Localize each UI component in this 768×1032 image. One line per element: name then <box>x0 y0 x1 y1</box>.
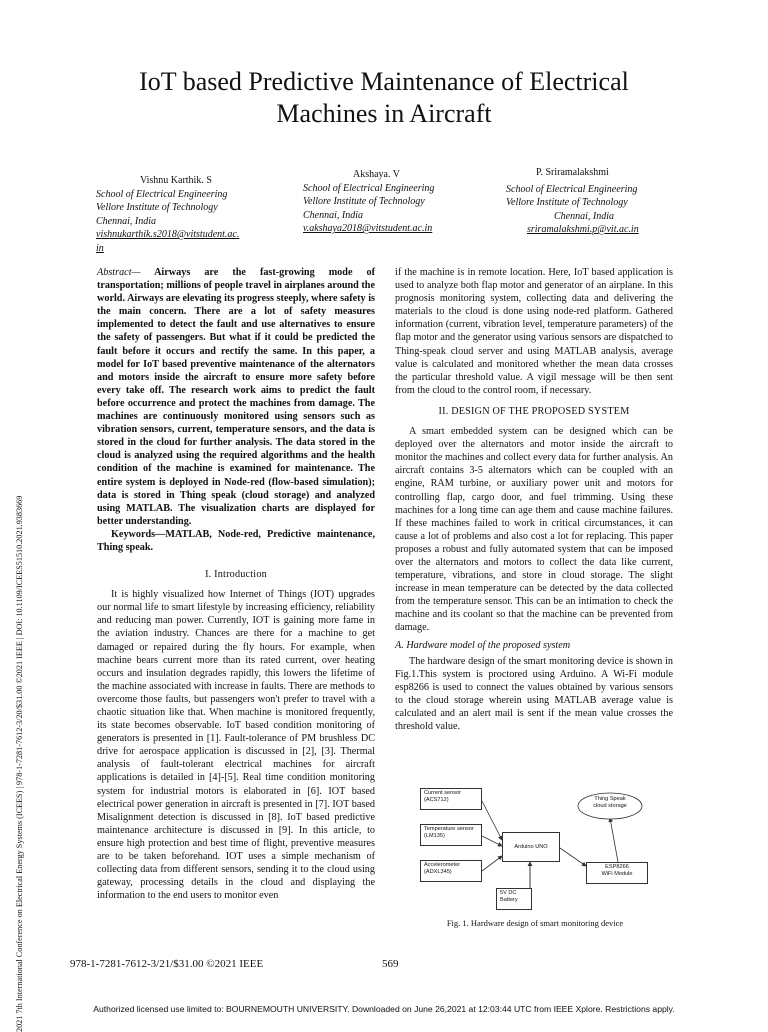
figure-caption: Fig. 1. Hardware design of smart monitoring device <box>446 918 624 928</box>
battery-sublabel: Battery <box>500 896 518 903</box>
current-sensor-label: Current sensor <box>424 790 461 796</box>
section-heading-design: II. DESIGN OF THE PROPOSED SYSTEM <box>438 405 630 417</box>
paper-title <box>0 66 768 130</box>
esp8266-label: ESP8266 <box>605 864 629 870</box>
author-name: Akshaya. V <box>353 169 401 180</box>
introduction-text: It is highly visualized how Internet of Things (IOT) upgrades our normal life to smart lifestyle by increasing efficiency, reliability and reducing man power. Currently, IOT is gaining more fame in the aviation industry. Chances are there for a machine to get damaged or repaired during the fly hours. For example, when machine bears current more than its rated current, over heating occurs and insulation degrades rapidly, this lowers the lifetime of the machine associated with increase in faults. There are methods to overcome those faults, but passengers won't prefer to travel with a chaotic situation like that. When machine is monitored frequently, its state becomes observable. IoT based condition monitoring of generators is presented in [1]. Fault-tolerance of PM brushless DC drive for aerospace application is discussed in [2], [3]. Thermal analysis of fault-tolerant electrical machines for aircraft applications is detailed in [4]-[5]. Real time condition monitoring system for industrial motors is elaborated in [6]. IOT based electrical power generation in aircraft is presented in [7]. IOT based Misalignment detection is discussed in [8]. IoT based predictive maintenance architecture is discussed in [9]. In this article, to ensure high protection and best time of flight, preventive measures are to be taken beforehand. IOT uses a simple mechanism of collecting data from different sensors, sending it to the cloud using gateway, processing details in the cloud and displaying the information to the end users to monitor even <box>97 589 375 902</box>
author-inst: Vellore Institute of Technology <box>303 196 425 207</box>
abstract-label: Abstract— <box>97 267 141 278</box>
battery-block <box>496 888 532 910</box>
current-sensor-block <box>420 788 482 810</box>
conference-sidebar <box>6 172 28 1032</box>
battery-label: 5V DC <box>500 890 517 896</box>
arduino-uno-block <box>502 832 560 862</box>
author-city: Chennai, India <box>303 209 363 221</box>
author-city: Chennai, India <box>96 215 156 227</box>
author-dept: School of Electrical Engineering <box>96 188 228 200</box>
author-dept: School of Electrical Engineering <box>303 182 435 194</box>
left-column <box>97 266 375 902</box>
accelerometer-label: Accelerometer <box>424 862 461 868</box>
accelerometer-model: (ADXL345) <box>424 868 452 875</box>
license-notice: Authorized licensed use limited to: BOURNEMOUTH UNIVERSITY. Downloaded on June 26,2021 at 12:03:44 UTC from IEEE Xplore. Restrictions apply. <box>93 1004 675 1014</box>
cloud-sublabel: cloud storage <box>593 802 627 809</box>
abstract-text: Airways are the fast-growing mode of transportation; millions of people travel in airplanes around the world. Airways are elevating its progress steeply, where safety is the main concern. There are a lot of safety measures implemented to detect the fault and use alternatives to ensure the safety of passengers. But what if it could be predicted the fault before it occurs and rectify the same. In this paper, a model for IoT based preventive maintenance of the alternators and motors inside the aircraft to ensure more safety before every take off. The research work aims to predict the fault before occurrence and protect the machines from damage. The machines are continuously monitored using sensors such as vibration sensors, current, temperature sensors, and the data is stored in the cloud for further analysis. The data stored in the cloud is analyzed using the required algorithms and the health condition of the machine is examined for maintenance. The entire system is deployed in Node-red (flow-based simulation); data is stored in Thing speak (cloud storage) and analyzed using MATLAB. The visualization charts are displayed for better understanding. <box>97 267 375 527</box>
right-column <box>395 266 673 733</box>
author-block-2 <box>303 168 503 236</box>
arduino-label: Arduino UNO <box>514 844 548 850</box>
cloud-label: Thing Speak <box>594 796 626 802</box>
accelerometer-block <box>420 860 482 882</box>
thing-speak-cloud <box>586 796 634 809</box>
author-email-cont[interactable]: in <box>96 242 104 254</box>
page-number: 569 <box>382 958 399 970</box>
author-dept: School of Electrical Engineering <box>506 183 638 195</box>
temperature-sensor-model: (LM135) <box>424 832 445 839</box>
figure-hardware-diagram <box>400 788 670 926</box>
author-inst: Vellore Institute of Technology <box>96 202 218 213</box>
design-text: A smart embedded system can be designed which can be deployed over the alternators and motor inside the aircraft to monitor the machines and collect every data for further analysis. An aircraft contains 3-5 alternators which can be coupled with an engine, RAM turbine, or auxiliary power unit and motors for controlling flap, cargo door, and fuel trimming. Using these machines for a long time can age them and cause machine failures. If these machines failed to work in critical circumstances, it can cause a lot of problems and also cost a lot for replacing. This paper proposes a robust and fully automated system that can be imposed over the alternators and motors to collect the data like current, temperature, vibrations, and store in cloud storage. The slight increase in mean temperature can be detected by the data collected from the temperature sensor. This can be an intimation to check the machine and its coolant so that the machine can be prevented from damage. <box>395 426 673 634</box>
hardware-text: The hardware design of the smart monitoring device is shown in Fig.1.This system is proctored using Arduino. A Wi-Fi module esp8266 is used to connect the values obtained by various sensors to the cloud storage wherein using MATLAB average value is calculated and an alert mail is sent if the mean value crosses the threshold value. <box>395 655 673 733</box>
footer-isbn: 978-1-7281-7612-3/21/$31.00 ©2021 IEEE <box>70 958 264 970</box>
author-inst: Vellore Institute of Technology <box>506 197 628 208</box>
author-block-3 <box>506 166 706 237</box>
section-heading-introduction: I. Introduction <box>205 569 267 581</box>
author-city: Chennai, India <box>554 210 614 222</box>
esp8266-block <box>586 862 648 884</box>
title-line-1: IoT based Predictive Maintenance of Electrical <box>139 67 629 96</box>
introduction-continued: if the machine is in remote location. Here, IoT based application is used to analyze both flap motor and generator of an airplane. In this prognosis monitoring system, collecting data and delivering the materials to the cloud is done using node-red platform. Gathered information (current, vibration level, temperature parameters) of the flap motor and the generator using various sensors are dispatched to Thing-speak cloud server and using MATLAB analysis, average value is calculated and monitored whether the mean data crosses the particular threshold value. A vigil message will be then sent from the cloud to the control room, if necessary. <box>395 267 673 396</box>
author-name: P. Sriramalakshmi <box>536 167 609 178</box>
abstract <box>97 266 375 528</box>
author-email[interactable]: vishnukarthik.s2018@vitstudent.ac. <box>96 229 240 240</box>
sidebar-text: 2021 7th International Conference on Electrical Energy Systems (ICEES) | 978-1-7281-7612-3/20/$31.00 ©2021 IEEE | DOI: 10.1109/ICEES51510.2021.9383669 <box>15 495 24 1032</box>
author-email[interactable]: sriramalakshmi.p@vit.ac.in <box>527 224 639 235</box>
temperature-sensor-label: Temperature sensor <box>424 826 474 832</box>
title-line-2: Machines in Aircraft <box>276 99 492 128</box>
keywords: Keywords—MATLAB, Node-red, Predictive maintenance, Thing speak. <box>97 528 375 553</box>
subsection-heading-hardware: A. Hardware model of the proposed system <box>395 639 571 651</box>
esp8266-sublabel: WiFi Module <box>601 870 633 877</box>
author-name: Vishnu Karthik. S <box>140 175 212 186</box>
temperature-sensor-block <box>420 824 482 846</box>
current-sensor-model: (ACS712) <box>424 796 449 803</box>
author-block-1 <box>96 174 296 255</box>
author-email[interactable]: v.akshaya2018@vitstudent.ac.in <box>303 223 433 234</box>
